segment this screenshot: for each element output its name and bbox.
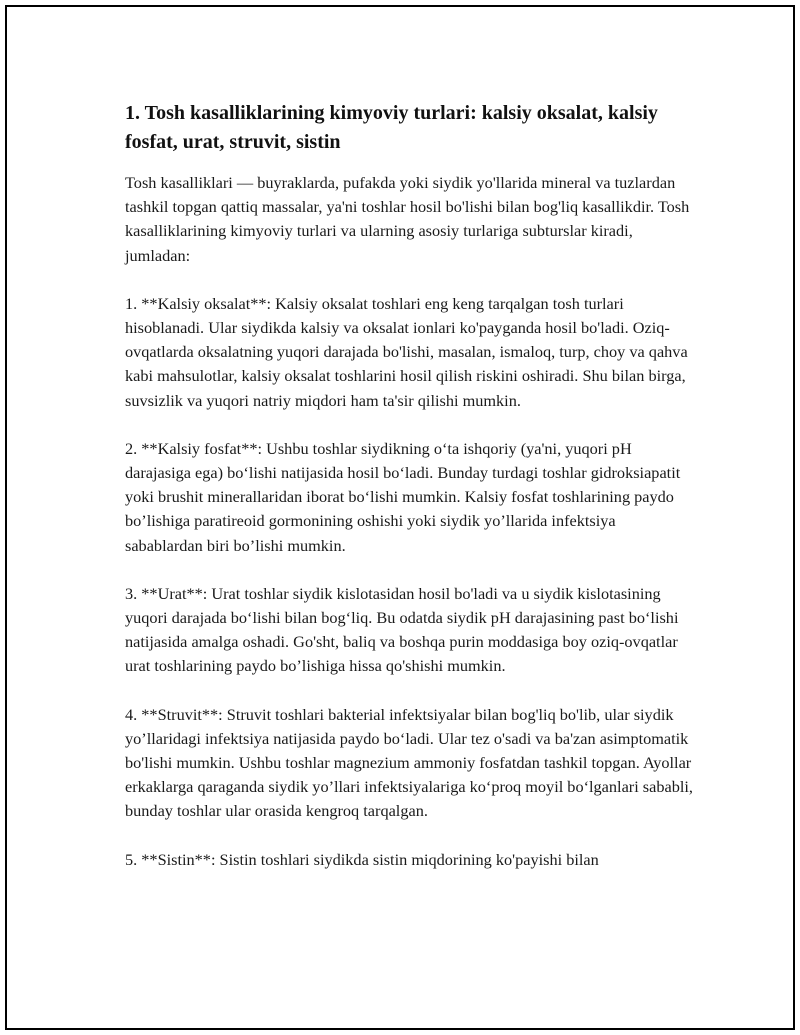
paragraph-kalsiy-oksalat: 1. **Kalsiy oksalat**: Kalsiy oksalat toshlari eng keng tarqalgan tosh turlari hisoblanadi. Ular siydikda kalsiy va oksalat ionlari ko'payganda hosil bo'ladi. Oziq-ovqatlarda oksalatning yuqori darajada bo'lishi, masalan, ismaloq, turp, choy va qahva kabi mahsulotlar, kalsiy oksalat toshlarini hosil qilish riskini oshiradi. Shu bilan birga, suvsizlik va yuqori natriy miqdori ham ta'sir qilishi mumkin. — [125, 293, 688, 410]
document-title: 1. Tosh kasalliklarining kimyoviy turlari: kalsiy oksalat, kalsiy fosfat, urat, struvit, sistin — [125, 102, 658, 153]
page-frame — [5, 5, 795, 1030]
paragraph-sistin: 5. **Sistin**: Sistin toshlari siydikda sistin miqdorining ko'payishi bilan — [125, 849, 599, 869]
paragraph-kalsiy-fosfat: 2. **Kalsiy fosfat**: Ushbu toshlar siydikning oʻta ishqoriy (ya'ni, yuqori pH darajasiga ega) boʻlishi natijasida hosil boʻladi. Bunday turdagi toshlar gidroksiapatit yoki brushit minerallaridan iborat boʻlishi mumkin. Kalsiy fosfat toshlarining paydo boʼlishiga paratireoid gormonining oshishi yoki siydik yoʼllarida infektsiya sabablardan biri boʼlishi mumkin. — [125, 438, 681, 555]
paragraph-struvit: 4. **Struvit**: Struvit toshlari bakterial infektsiyalar bilan bog'liq bo'lib, ular siydik yoʼllaridagi infektsiya natijasida paydo boʻladi. Ular tez o'sadi va ba'zan asimptomatik bo'lishi mumkin. Ushbu toshlar magnezium ammoniy fosfatdan tashkil topgan. Ayollar erkaklarga qaraganda siydik yoʼllari infektsiyalariga koʻproq moyil boʻlganlari sababli, bunday toshlar ular orasida kengroq tarqalgan. — [125, 704, 693, 821]
paragraph-urat: 3. **Urat**: Urat toshlar siydik kislotasidan hosil bo'ladi va u siydik kislotasining yuqori darajada boʻlishi bilan bogʻliq. Bu odatda siydik pH darajasining past boʻlishi natijasida amalga oshadi. Go'sht, baliq va boshqa purin moddasiga boy oziq-ovqatlar urat toshlarining paydo boʼlishiga hissa qo'shishi mumkin. — [125, 583, 679, 676]
document-body — [125, 99, 697, 896]
intro-paragraph: Tosh kasalliklari — buyraklarda, pufakda yoki siydik yo'llarida mineral va tuzlardan tashkil topgan qattiq massalar, ya'ni toshlar hosil bo'lishi bilan bog'liq kasallikdir. Tosh kasalliklarining kimyoviy turlari va ularning asosiy turlariga subturslar kiradi, jumladan: — [125, 173, 690, 265]
